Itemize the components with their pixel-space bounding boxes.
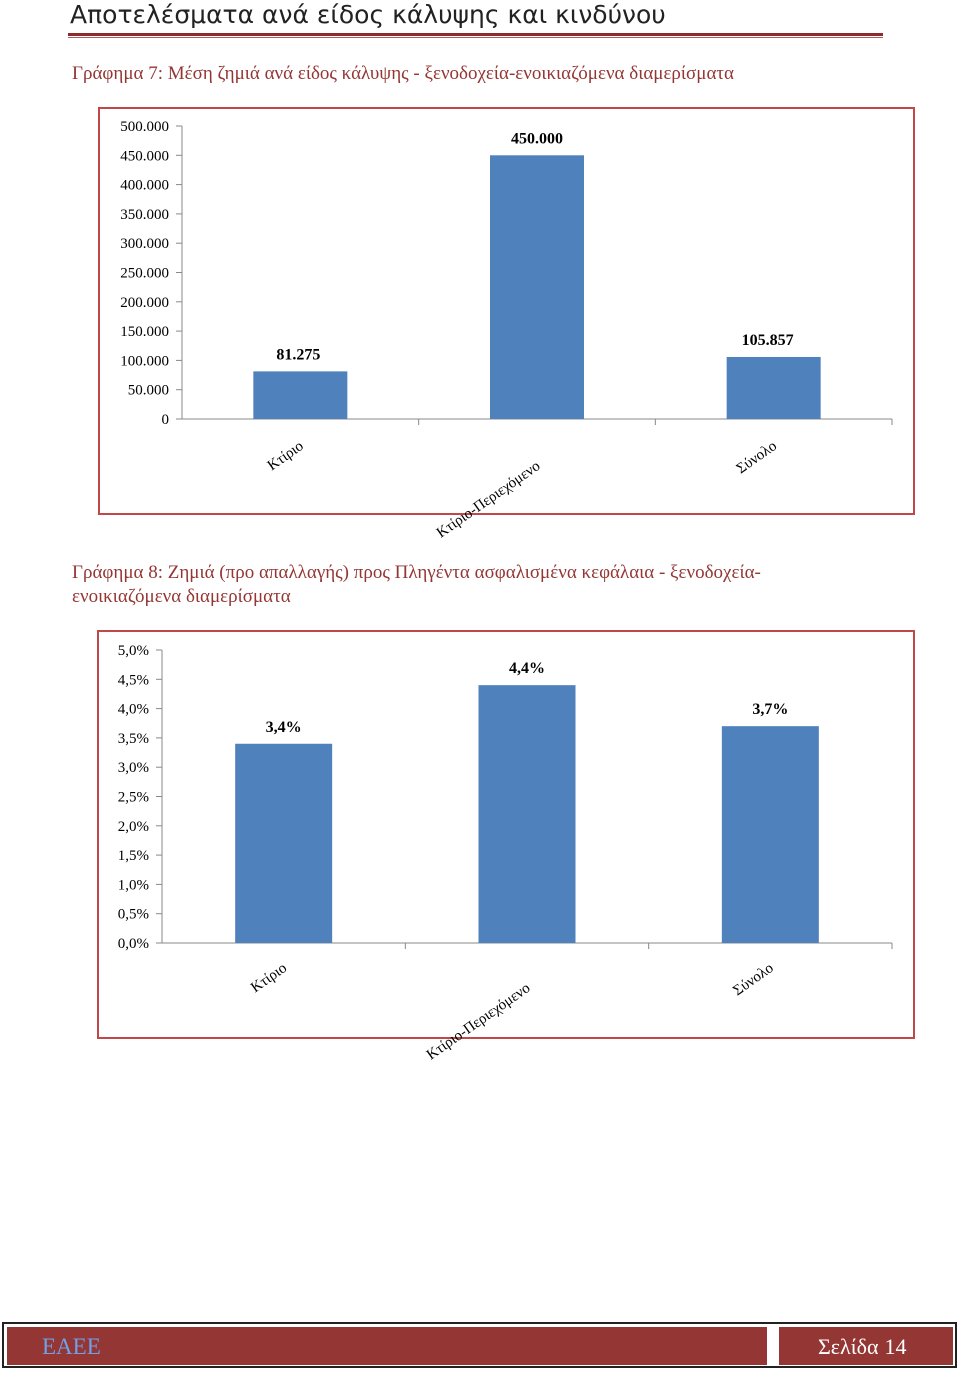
- chart-7-data-label: 450.000: [511, 130, 563, 148]
- chart-7-y-tick-label: 0: [161, 412, 169, 428]
- chart-7-y-tick-label: 50.000: [127, 382, 169, 399]
- chart-8-bar: [722, 726, 819, 943]
- chart-8-y-tick-label: 0,0%: [117, 936, 149, 952]
- chart-8-y-tick-label: 1,0%: [117, 877, 149, 894]
- chart-8-y-tick-label: 3,0%: [117, 760, 149, 777]
- footer-page-label: Σελίδα: [818, 1334, 879, 1359]
- chart-8-category-label: Σύνολο: [730, 960, 777, 1000]
- chart-8-y-tick-label: 1,5%: [117, 848, 149, 865]
- chart-8-y-tick-label: 2,5%: [117, 789, 149, 806]
- chart-7-y-tick-label: 400.000: [120, 177, 169, 194]
- chart-7-data-label: 81.275: [276, 346, 321, 364]
- chart-8-y-tick-label: 2,0%: [117, 818, 149, 835]
- footer-page-value: 14: [884, 1334, 907, 1359]
- chart-7-data-label: 105.857: [741, 331, 794, 349]
- chart-8-y-tick-label: 5,0%: [117, 643, 149, 659]
- chart-7-y-tick-label: 150.000: [120, 324, 169, 341]
- chart-7-y-tick-label: 200.000: [120, 294, 169, 311]
- chart-8-category-label: Κτίριο: [248, 960, 290, 997]
- chart-7-y-tick-label: 300.000: [120, 236, 169, 253]
- chart-7-y-tick-label: 500.000: [120, 119, 169, 135]
- chart-7-y-tick-label: 450.000: [120, 148, 169, 165]
- chart-7-heading: Γράφημα 7: Μέση ζημιά ανά είδος κάλυψης - ξενοδοχεία-ενοικιαζόμενα διαμερίσματα: [72, 63, 735, 84]
- chart-8-data-label: 3,4%: [265, 718, 302, 736]
- footer-left-band: [7, 1327, 767, 1365]
- chart-7-y-tick-label: 250.000: [120, 265, 169, 282]
- chart-8-category-label: Κτίριο-Περιεχόμενο: [423, 980, 534, 1064]
- chart-7-y-tick-label: 350.000: [120, 206, 169, 223]
- chart-8-heading: Γράφημα 8: Ζημιά (προ απαλλαγής) προς Πληγέντα ασφαλισμένα κεφάλαια - ξενοδοχεία-ενοικιαζόμενα διαμερίσματα: [72, 562, 761, 607]
- footer-organization: ΕΑΕΕ: [42, 1334, 101, 1359]
- page-header-title: Αποτελέσματα ανά είδος κάλυψης και κινδύνου: [70, 0, 666, 29]
- chart-8-data-label: 4,4%: [509, 660, 545, 678]
- chart-8-data-label: 3,7%: [752, 701, 789, 719]
- chart-7-category-label: Κτίριο-Περιεχόμενο: [433, 458, 544, 542]
- chart-8-y-tick-label: 4,0%: [117, 701, 149, 718]
- chart-8-y-tick-label: 4,5%: [117, 672, 149, 689]
- chart-8-y-tick-label: 3,5%: [117, 730, 149, 747]
- chart-7-category-label: Κτίριο: [264, 438, 307, 475]
- chart-8-bar: [479, 685, 576, 943]
- chart-8-bar: [235, 744, 332, 943]
- chart-8-y-tick-label: 0,5%: [117, 906, 149, 923]
- chart-7-category-label: Σύνολο: [733, 438, 780, 478]
- chart-7-y-tick-label: 100.000: [120, 353, 169, 370]
- footer-page-number: [818, 1334, 913, 1360]
